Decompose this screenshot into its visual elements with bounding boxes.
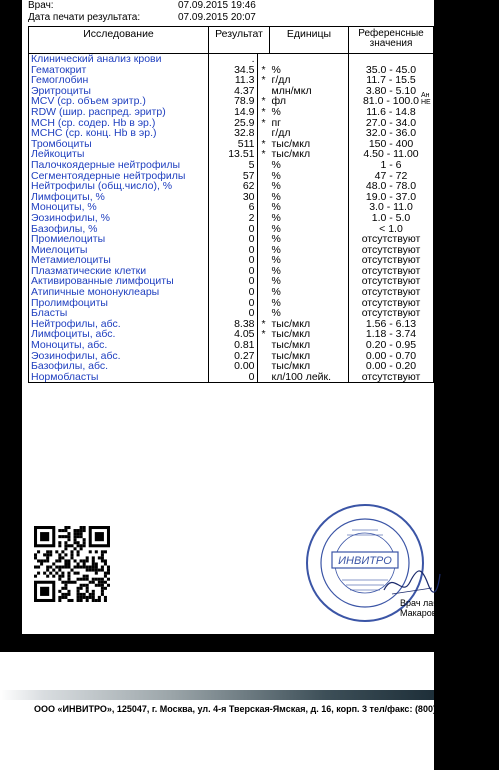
row-reference: 3.80 - 5.10 [349, 86, 434, 97]
row-reference: 19.0 - 37.0 [349, 192, 434, 203]
row-flag: * [261, 63, 266, 76]
side-text [421, 92, 431, 106]
row-reference: 35.0 - 45.0 [349, 65, 434, 76]
row-value: 4.37 [209, 86, 258, 97]
row-flag: * [261, 137, 266, 150]
row-flag [257, 266, 270, 277]
row-name: Тромбоциты [29, 139, 209, 150]
row-unit: пг [270, 118, 349, 129]
row-name: Бласты [29, 308, 209, 319]
row-flag: * [261, 74, 266, 87]
row-flag: * [261, 317, 266, 330]
row-name: MCHC (ср. конц. Hb в эр.) [29, 128, 209, 139]
row-value: 0 [209, 266, 258, 277]
row-value: 34.5 [209, 65, 258, 76]
row-name: Эритроциты [29, 86, 209, 97]
row-reference: отсутствуют [349, 234, 434, 245]
row-name: Базофилы, % [29, 224, 209, 235]
row-reference: отсутствуют [349, 255, 434, 266]
row-name: Клинический анализ крови [29, 54, 209, 65]
row-value: 0 [209, 224, 258, 235]
row-value: . [209, 54, 258, 65]
row-value: 0 [209, 372, 258, 383]
stamp-brand-text: ИНВИТРО [338, 555, 392, 567]
row-unit: г/дл [270, 128, 349, 139]
row-flag: * [261, 148, 266, 161]
row-value: 25.9 [209, 118, 258, 129]
table-row [29, 372, 434, 383]
row-value: 0 [209, 308, 258, 319]
row-value: 0.81 [209, 340, 258, 351]
side-text-line: Ан [421, 92, 430, 99]
row-reference: отсутствуют [349, 245, 434, 256]
row-value: 6 [209, 202, 258, 213]
row-value: 78.9 [209, 96, 258, 107]
doctor-value: 07.09.2015 19:46 [178, 0, 256, 11]
row-name: Нейтрофилы (общ.число), % [29, 181, 209, 192]
row-name: RDW (шир. распред. эритр) [29, 107, 209, 118]
row-value: 0 [209, 245, 258, 256]
gradient-bar [0, 690, 434, 700]
row-unit: % [270, 213, 349, 224]
row-value: 0 [209, 234, 258, 245]
result-page [22, 0, 444, 634]
row-unit: кл/100 лейк. [270, 372, 349, 383]
signature-icon [382, 560, 442, 600]
row-flag [257, 287, 270, 298]
row-flag [257, 234, 270, 245]
col-header-units: Единицы [270, 27, 349, 54]
table-header-row [29, 27, 434, 54]
row-name: MCH (ср. содер. Hb в эр.) [29, 118, 209, 129]
row-reference: 11.7 - 15.5 [349, 75, 434, 86]
row-unit: % [270, 171, 349, 182]
table-row [29, 213, 434, 224]
row-value: 4.05 [209, 329, 258, 340]
row-reference: 0.20 - 0.95 [349, 340, 434, 351]
row-unit: % [270, 224, 349, 235]
doctor-row [28, 0, 256, 11]
row-flag: * [261, 116, 266, 129]
row-flag [257, 54, 270, 65]
row-name: Миелоциты [29, 245, 209, 256]
row-value: 0 [209, 276, 258, 287]
row-reference: 1.0 - 5.0 [349, 213, 434, 224]
row-name: Пролимфоциты [29, 298, 209, 309]
print-date-label: Дата печати результата: [28, 12, 141, 23]
row-name: Эозинофилы, % [29, 213, 209, 224]
row-flag [257, 351, 270, 362]
doctor-title: Врач лабо [400, 598, 444, 608]
print-date-row [28, 12, 256, 23]
row-reference: 1.18 - 3.74 [349, 329, 434, 340]
row-name: Лимфоциты, абс. [29, 329, 209, 340]
doctor-label: Врач: [28, 0, 54, 11]
row-name: Атипичные мононуклеары [29, 287, 209, 298]
row-reference: 3.0 - 11.0 [349, 202, 434, 213]
row-flag [257, 361, 270, 372]
row-name: MCV (ср. объем эритр.) [29, 96, 209, 107]
row-reference: 11.6 - 14.8 [349, 107, 434, 118]
row-value: 32.8 [209, 128, 258, 139]
row-reference: 1 - 6 [349, 160, 434, 171]
row-reference: 1.56 - 6.13 [349, 319, 434, 330]
row-flag [257, 255, 270, 266]
row-flag [257, 372, 270, 383]
col-header-test: Исследование [29, 27, 209, 54]
row-flag [257, 298, 270, 309]
row-unit: % [270, 202, 349, 213]
row-reference: отсутствуют [349, 276, 434, 287]
row-unit: тыс/мкл [270, 361, 349, 372]
row-name: Гемоглобин [29, 75, 209, 86]
print-date-value: 07.09.2015 20:07 [178, 12, 256, 23]
row-value: 511 [209, 139, 258, 150]
row-unit: тыс/мкл [270, 329, 349, 340]
row-unit: % [270, 276, 349, 287]
row-flag [257, 340, 270, 351]
row-name: Метамиелоциты [29, 255, 209, 266]
row-reference: 81.0 - 100.0 [349, 96, 434, 107]
row-reference: отсутствуют [349, 266, 434, 277]
row-unit: % [270, 255, 349, 266]
row-reference: 48.0 - 78.0 [349, 181, 434, 192]
row-unit: тыс/мкл [270, 351, 349, 362]
row-unit [270, 54, 349, 65]
table-row [29, 54, 434, 65]
doctor-name: Макарова [400, 608, 442, 618]
row-name: Моноциты, % [29, 202, 209, 213]
row-value: 0 [209, 255, 258, 266]
row-reference: отсутствуют [349, 298, 434, 309]
row-flag [257, 160, 270, 171]
row-name: Лейкоциты [29, 149, 209, 160]
row-flag [257, 245, 270, 256]
row-flag: * [261, 328, 266, 341]
row-reference: 47 - 72 [349, 171, 434, 182]
row-value: 2 [209, 213, 258, 224]
row-reference: 32.0 - 36.0 [349, 128, 434, 139]
row-name: Гематокрит [29, 65, 209, 76]
qr-code-icon [34, 526, 110, 602]
row-name: Плазматические клетки [29, 266, 209, 277]
row-unit: тыс/мкл [270, 340, 349, 351]
table-row [29, 107, 434, 118]
row-unit: тыс/мкл [270, 139, 349, 150]
row-name: Нейтрофилы, абс. [29, 319, 209, 330]
row-flag [257, 202, 270, 213]
row-reference [349, 54, 434, 65]
row-reference: < 1.0 [349, 224, 434, 235]
row-reference: отсутствуют [349, 372, 434, 383]
company-footer: ООО «ИНВИТРО», 125047, г. Москва, ул. 4-я Тверская-Ямская, д. 16, корп. 3 тел/факс: (800) 200 363 0, тел [34, 704, 499, 714]
row-reference: 150 - 400 [349, 139, 434, 150]
col-header-result: Результат [209, 27, 270, 54]
col-header-reference: Референсные значения [349, 27, 434, 54]
row-name: Базофилы, абс. [29, 361, 209, 372]
row-name: Палочкоядерные нейтрофилы [29, 160, 209, 171]
row-name: Активированные лимфоциты [29, 276, 209, 287]
row-name: Моноциты, абс. [29, 340, 209, 351]
row-flag: * [261, 105, 266, 118]
row-reference: 0.00 - 0.70 [349, 351, 434, 362]
row-value: 0 [209, 287, 258, 298]
row-unit: % [270, 65, 349, 76]
row-unit: % [270, 181, 349, 192]
results-body [29, 54, 434, 383]
row-flag [257, 213, 270, 224]
row-value: 13.51 [209, 149, 258, 160]
row-reference: 4.50 - 11.00 [349, 149, 434, 160]
row-flag: * [261, 95, 266, 108]
table-row [29, 160, 434, 171]
results-table [28, 26, 434, 383]
row-reference: отсутствуют [349, 308, 434, 319]
row-unit: г/дл [270, 75, 349, 86]
row-reference: 0.00 - 0.20 [349, 361, 434, 372]
row-unit: % [270, 107, 349, 118]
row-flag [257, 276, 270, 287]
row-unit: % [270, 308, 349, 319]
row-value: 11.3 [209, 75, 258, 86]
row-name: Нормобласты [29, 372, 209, 383]
row-unit: фл [270, 96, 349, 107]
row-value: 57 [209, 171, 258, 182]
row-flag [257, 192, 270, 203]
next-page [0, 652, 499, 770]
row-unit: % [270, 245, 349, 256]
row-name: Промиелоциты [29, 234, 209, 245]
row-value: 5 [209, 160, 258, 171]
row-name: Лимфоциты, % [29, 192, 209, 203]
row-reference: 27.0 - 34.0 [349, 118, 434, 129]
row-flag [257, 181, 270, 192]
row-unit: % [270, 160, 349, 171]
row-value: 0 [209, 298, 258, 309]
row-unit: % [270, 298, 349, 309]
row-unit: % [270, 192, 349, 203]
row-value: 8.38 [209, 319, 258, 330]
row-unit: тыс/мкл [270, 319, 349, 330]
row-unit: % [270, 266, 349, 277]
side-text-line: НЕ [421, 99, 431, 106]
row-name: Эозинофилы, абс. [29, 351, 209, 362]
row-unit: млн/мкл [270, 86, 349, 97]
row-value: 0.27 [209, 351, 258, 362]
doctor-block [400, 598, 443, 618]
row-value: 62 [209, 181, 258, 192]
row-unit: % [270, 234, 349, 245]
row-unit: % [270, 287, 349, 298]
row-flag [257, 224, 270, 235]
row-name: Сегментоядерные нейтрофилы [29, 171, 209, 182]
row-reference: отсутствуют [349, 287, 434, 298]
row-value: 14.9 [209, 107, 258, 118]
row-value: 0.00 [209, 361, 258, 372]
row-unit: тыс/мкл [270, 149, 349, 160]
row-flag [257, 171, 270, 182]
row-value: 30 [209, 192, 258, 203]
